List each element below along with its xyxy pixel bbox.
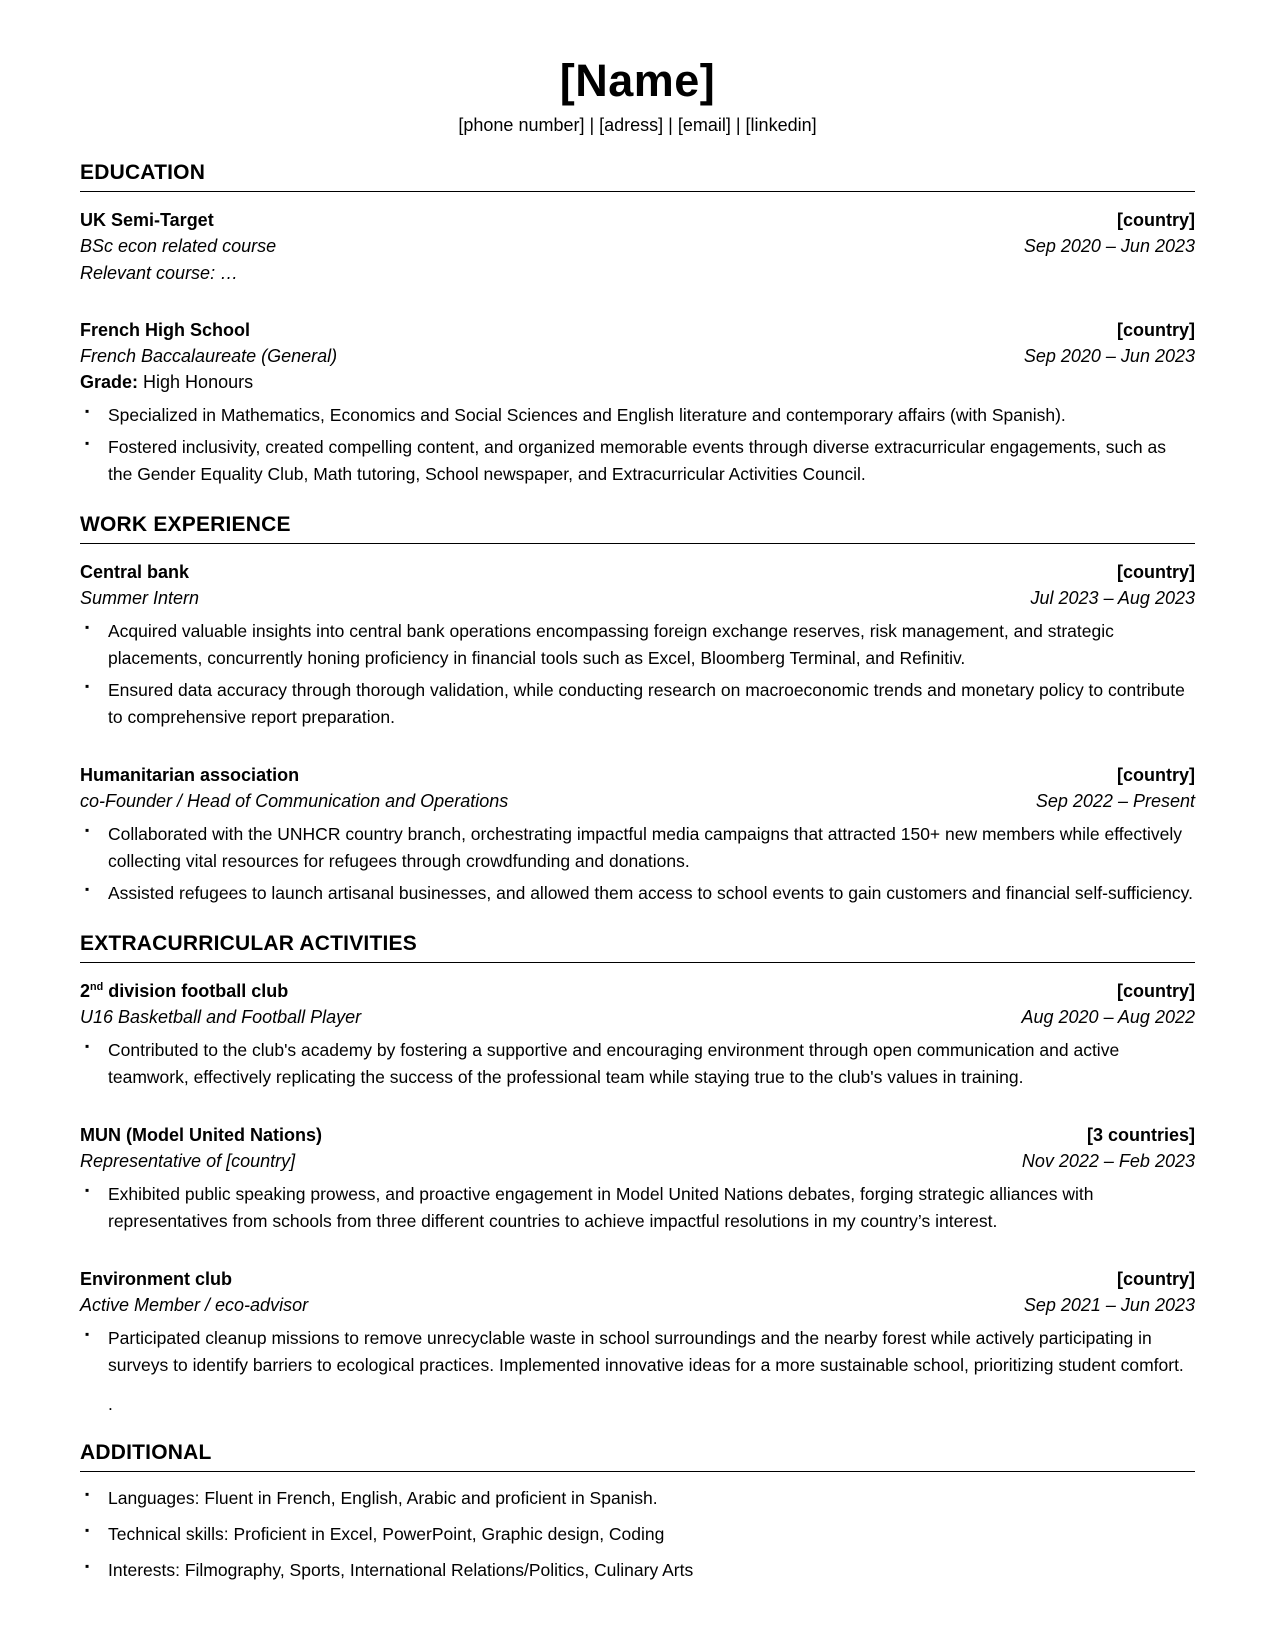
- org-part-ordinal: nd: [90, 980, 104, 993]
- bullet-item: [80, 402, 1195, 429]
- bullet-text: Exhibited public speaking prowess, and proactive engagement in Model United Nations debates, forging strategic alliances with representatives from schools from three different countries to achieve impactful resolutions in my country’s interest.: [108, 1183, 1094, 1231]
- entry-bullet-list: [80, 1037, 1195, 1091]
- extracurricular-entry-football: [80, 978, 1195, 1091]
- bullet-icon: ▪: [85, 1182, 90, 1197]
- entry-location: [country]: [1117, 319, 1195, 340]
- bullet-icon: ▪: [85, 1486, 90, 1501]
- bullet-icon: ▪: [85, 1558, 90, 1573]
- entry-organization: UK Semi-Target: [80, 210, 214, 231]
- bullet-text: Acquired valuable insights into central bank operations encompassing foreign exchange reserves, risk management, and strategic placements, concurrently honing proficiency in financial tools such as Excel, Bloomberg Terminal, and Refinitiv.: [108, 620, 1114, 668]
- resume-name: [Name]: [559, 55, 716, 106]
- entry-header-row: [80, 559, 1195, 585]
- entry-bullet-list: [80, 1325, 1195, 1379]
- section-education: [80, 161, 1195, 487]
- bullet-icon: ▪: [85, 435, 90, 450]
- entry-subheader-row: [80, 233, 1195, 259]
- section-additional: [80, 1441, 1195, 1584]
- entry-bullet-list: [80, 821, 1195, 907]
- grade-label: Grade:: [80, 371, 139, 392]
- bullet-item: [80, 1181, 1195, 1235]
- entry-header-row: [80, 207, 1195, 233]
- section-title-extracurricular: EXTRACURRICULAR ACTIVITIES: [80, 932, 1195, 963]
- bullet-text: Contributed to the club's academy by fostering a supportive and encouraging environment through open communication and active teamwork, effectively replicating the success of the professional team while staying true to the club's values in training.: [108, 1039, 1120, 1087]
- entry-bullet-list: [80, 618, 1195, 731]
- entry-role: Summer Intern: [80, 587, 200, 608]
- entry-relevant-course: Relevant course: …: [80, 262, 239, 283]
- bullet-item: [80, 618, 1195, 672]
- entry-subheader-row: [80, 788, 1195, 814]
- bullet-icon: ▪: [85, 881, 90, 896]
- entry-grade-row: [80, 369, 1195, 395]
- entry-role: U16 Basketball and Football Player: [80, 1006, 362, 1027]
- entry-dates: Sep 2021 – Jun 2023: [1023, 1294, 1195, 1315]
- entry-organization: MUN (Model United Nations): [80, 1124, 322, 1145]
- entry-location: [country]: [1117, 210, 1195, 231]
- entry-location: [3 countries]: [1086, 1124, 1195, 1145]
- entry-subheader-row: [80, 343, 1195, 369]
- entry-subheader-row: [80, 1148, 1195, 1174]
- work-entry-central-bank: [80, 559, 1195, 731]
- extracurricular-entry-environment: [80, 1266, 1195, 1416]
- stray-period: .: [108, 1393, 113, 1414]
- entry-bullet-list: [80, 1181, 1195, 1235]
- entry-subheader-row: [80, 1004, 1195, 1030]
- bullet-item: [80, 434, 1195, 488]
- bullet-text: Technical skills: Proficient in Excel, PowerPoint, Graphic design, Coding: [108, 1523, 665, 1544]
- entry-role: BSc econ related course: [80, 236, 277, 257]
- bullet-icon: ▪: [85, 678, 90, 693]
- bullet-text: Fostered inclusivity, created compelling content, and organized memorable events through diverse extracurricular engagements, such as the Gender Equality Club, Math tutoring, School newspaper, and Extracurricular Activities Council.: [108, 436, 1167, 484]
- contact-line: [phone number] | [adress] | [email] | [linkedin]: [458, 115, 817, 136]
- bullet-item: [80, 880, 1195, 907]
- education-entry-uk: [80, 207, 1195, 285]
- bullet-icon: ▪: [85, 1038, 90, 1053]
- bullet-text: Participated cleanup missions to remove unrecyclable waste in school surroundings and the nearby forest while actively participating in surveys to identify barriers to ecological practices. Implemented innovative ideas for a more sustainable school, prioritizing student comfort.: [108, 1328, 1184, 1375]
- bullet-text: Specialized in Mathematics, Economics and Social Sciences and English literature and contemporary affairs (with Spanish).: [108, 404, 1066, 425]
- entry-organization: Central bank: [80, 561, 190, 582]
- section-title-additional: ADDITIONAL: [80, 1441, 1195, 1472]
- bullet-text: Assisted refugees to launch artisanal businesses, and allowed them access to school events to gain customers and financial self-sufficiency.: [108, 882, 1193, 903]
- bullet-icon: ▪: [85, 822, 90, 837]
- bullet-icon: ▪: [85, 1522, 90, 1537]
- entry-location: [country]: [1117, 1268, 1195, 1289]
- entry-subheader-row: [80, 1292, 1195, 1318]
- section-title-education: EDUCATION: [80, 161, 1195, 192]
- entry-organization: Humanitarian association: [80, 764, 300, 785]
- entry-location: [country]: [1117, 561, 1195, 582]
- entry-subheader-row: [80, 585, 1195, 611]
- entry-header-row: [80, 1266, 1195, 1292]
- education-entry-highschool: [80, 317, 1195, 488]
- entry-organization: [80, 978, 288, 1004]
- bullet-text: Interests: Filmography, Sports, International Relations/Politics, Culinary Arts: [108, 1559, 694, 1580]
- entry-role: co-Founder / Head of Communication and Operations: [80, 790, 509, 811]
- entry-dates: Nov 2022 – Feb 2023: [1021, 1150, 1195, 1171]
- bullet-text: Collaborated with the UNHCR country branch, orchestrating impactful media campaigns that attracted 150+ new members while effectively collecting vital resources for refugees through crowdfunding and donations.: [108, 823, 1183, 871]
- additional-bullet-list: [80, 1485, 1195, 1584]
- bullet-item: [80, 1325, 1195, 1379]
- entry-dates: Sep 2020 – Jun 2023: [1023, 345, 1195, 366]
- entry-dates: Aug 2020 – Aug 2022: [1021, 1006, 1195, 1027]
- section-extracurricular: [80, 932, 1195, 1416]
- entry-organization: Environment club: [80, 1268, 233, 1289]
- bullet-item: [80, 677, 1195, 731]
- grade-value: High Honours: [138, 371, 254, 392]
- bullet-text: Ensured data accuracy through thorough validation, while conducting research on macroeconomic trends and monetary policy to contribute to comprehensive report preparation.: [108, 679, 1185, 727]
- entry-location: [country]: [1117, 980, 1195, 1001]
- extracurricular-entry-mun: [80, 1122, 1195, 1235]
- entry-bullet-list: [80, 402, 1195, 488]
- entry-header-row: [80, 978, 1195, 1004]
- bullet-item: [80, 1521, 1195, 1548]
- bullet-item: [80, 1037, 1195, 1091]
- entry-dates: Sep 2022 – Present: [1035, 790, 1195, 811]
- bullet-item: [80, 1557, 1195, 1584]
- bullet-icon: ▪: [85, 1327, 90, 1342]
- entry-extra-row: [80, 260, 1195, 286]
- entry-dates: Jul 2023 – Aug 2023: [1030, 587, 1195, 608]
- org-part-rest: division football club: [103, 980, 289, 1001]
- work-entry-humanitarian: [80, 762, 1195, 907]
- entry-header-row: [80, 1122, 1195, 1148]
- org-part-number: 2: [80, 980, 91, 1001]
- bullet-icon: ▪: [85, 403, 90, 418]
- section-title-work-experience: WORK EXPERIENCE: [80, 513, 1195, 544]
- bullet-item: [80, 821, 1195, 875]
- section-work-experience: [80, 513, 1195, 907]
- entry-dates: Sep 2020 – Jun 2023: [1023, 236, 1195, 257]
- entry-role: Representative of [country]: [80, 1150, 296, 1171]
- entry-role: Active Member / eco-advisor: [80, 1294, 309, 1315]
- entry-header-row: [80, 762, 1195, 788]
- bullet-text: Languages: Fluent in French, English, Arabic and proficient in Spanish.: [108, 1487, 658, 1508]
- entry-header-row: [80, 317, 1195, 343]
- entry-organization: French High School: [80, 319, 251, 340]
- entry-role: French Baccalaureate (General): [80, 345, 338, 366]
- entry-location: [country]: [1117, 764, 1195, 785]
- bullet-icon: ▪: [85, 619, 90, 634]
- bullet-item: [80, 1485, 1195, 1512]
